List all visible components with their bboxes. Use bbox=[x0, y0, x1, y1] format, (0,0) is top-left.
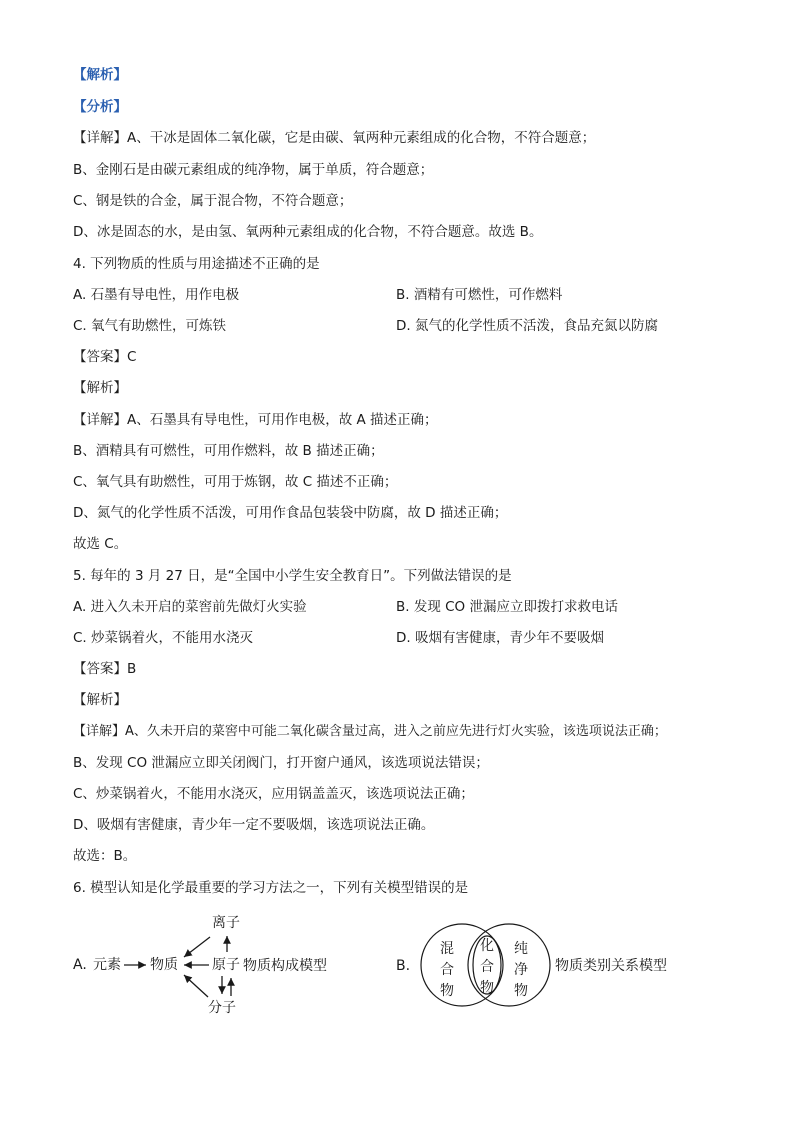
node-element: 元素 bbox=[93, 957, 121, 973]
diagram-b-label: B. bbox=[396, 958, 411, 974]
question-5: 5. 每年的 3 月 27 日，是“全国中小学生安全教育日”。下列做法错误的是 bbox=[73, 568, 512, 584]
question-4: 4. 下列物质的性质与用途描述不正确的是 bbox=[73, 256, 320, 272]
diagram-a-label: A. bbox=[73, 957, 87, 973]
detail-line: D、冰是固态的水，是由氢、氧两种元素组成的化合物，不符合题意。故选 B。 bbox=[73, 224, 543, 240]
mixture-char: 物 bbox=[440, 983, 454, 999]
q4-detail-line: 【详解】A、石墨具有导电性，可用作电极，故 A 描述正确； bbox=[73, 412, 438, 428]
section-label-analysis: 【解析】 bbox=[73, 67, 127, 83]
question-6: 6. 模型认知是化学最重要的学习方法之一，下列有关模型错误的是 bbox=[73, 880, 469, 896]
diagram-a-caption: 物质构成模型 bbox=[243, 958, 327, 974]
compound-char: 合 bbox=[480, 959, 494, 975]
q4-detail-line: C、氧气具有助燃性，可用于炼钢，故 C 描述不正确； bbox=[73, 474, 398, 490]
pure-substance-char: 纯 bbox=[514, 941, 528, 957]
q5-answer: 【答案】B bbox=[73, 661, 137, 677]
node-ion: 离子 bbox=[212, 915, 240, 931]
q5-detail-line: B、发现 CO 泄漏应立即关闭阀门，打开窗户通风，该选项说法错误； bbox=[73, 755, 489, 771]
q5-option-d: D. 吸烟有害健康，青少年不要吸烟 bbox=[396, 630, 604, 646]
q5-conclusion: 故选：B。 bbox=[73, 848, 137, 864]
compound-char: 物 bbox=[480, 980, 494, 996]
q4-detail-line: D、氮气的化学性质不活泼，可用作食品包装袋中防腐，故 D 描述正确； bbox=[73, 505, 508, 521]
node-atom: 原子 bbox=[212, 957, 240, 973]
node-molecule: 分子 bbox=[208, 1000, 236, 1016]
mixture-char: 混 bbox=[440, 941, 454, 957]
pure-substance-char: 物 bbox=[514, 983, 528, 999]
q5-option-b: B. 发现 CO 泄漏应立即拨打求救电话 bbox=[396, 599, 618, 615]
q5-option-a: A. 进入久未开启的菜窖前先做灯火实验 bbox=[73, 599, 307, 615]
detail-line: 【详解】A、干冰是固体二氧化碳，它是由碳、氧两种元素组成的化合物，不符合题意； bbox=[73, 130, 596, 146]
q5-detail-line: 【详解】A、久未开启的菜窖中可能二氧化碳含量过高，进入之前应先进行灯火实验，该选项说法正确； bbox=[73, 724, 667, 739]
mixture-char: 合 bbox=[440, 962, 454, 978]
compound-char: 化 bbox=[480, 938, 494, 954]
q4-conclusion: 故选 C。 bbox=[73, 536, 128, 552]
q5-analysis-label: 【解析】 bbox=[73, 692, 127, 708]
q4-option-b: B. 酒精有可燃性，可作燃料 bbox=[396, 287, 563, 303]
q4-option-d: D. 氮气的化学性质不活泼，食品充氮以防腐 bbox=[396, 318, 658, 334]
q5-detail-line: D、吸烟有害健康，青少年一定不要吸烟，该选项说法正确。 bbox=[73, 817, 435, 833]
q5-detail-line: C、炒菜锅着火，不能用水浇灭，应用锅盖盖灭，该选项说法正确； bbox=[73, 786, 474, 802]
detail-line: C、钢是铁的合金，属于混合物，不符合题意； bbox=[73, 193, 353, 209]
diagram-b-caption: 物质类别关系模型 bbox=[555, 958, 667, 974]
node-substance: 物质 bbox=[150, 957, 178, 973]
q4-answer: 【答案】C bbox=[73, 349, 137, 365]
detail-line: B、金刚石是由碳元素组成的纯净物，属于单质，符合题意； bbox=[73, 162, 434, 178]
q5-option-c: C. 炒菜锅着火，不能用水浇灭 bbox=[73, 630, 254, 646]
q4-detail-line: B、酒精具有可燃性，可用作燃料，故 B 描述正确； bbox=[73, 443, 384, 459]
q4-option-c: C. 氧气有助燃性，可炼铁 bbox=[73, 318, 227, 334]
pure-substance-char: 净 bbox=[514, 962, 528, 978]
q4-analysis-label: 【解析】 bbox=[73, 380, 127, 396]
q4-option-a: A. 石墨有导电性，用作电极 bbox=[73, 287, 240, 303]
section-label-analyze: 【分析】 bbox=[73, 99, 127, 115]
